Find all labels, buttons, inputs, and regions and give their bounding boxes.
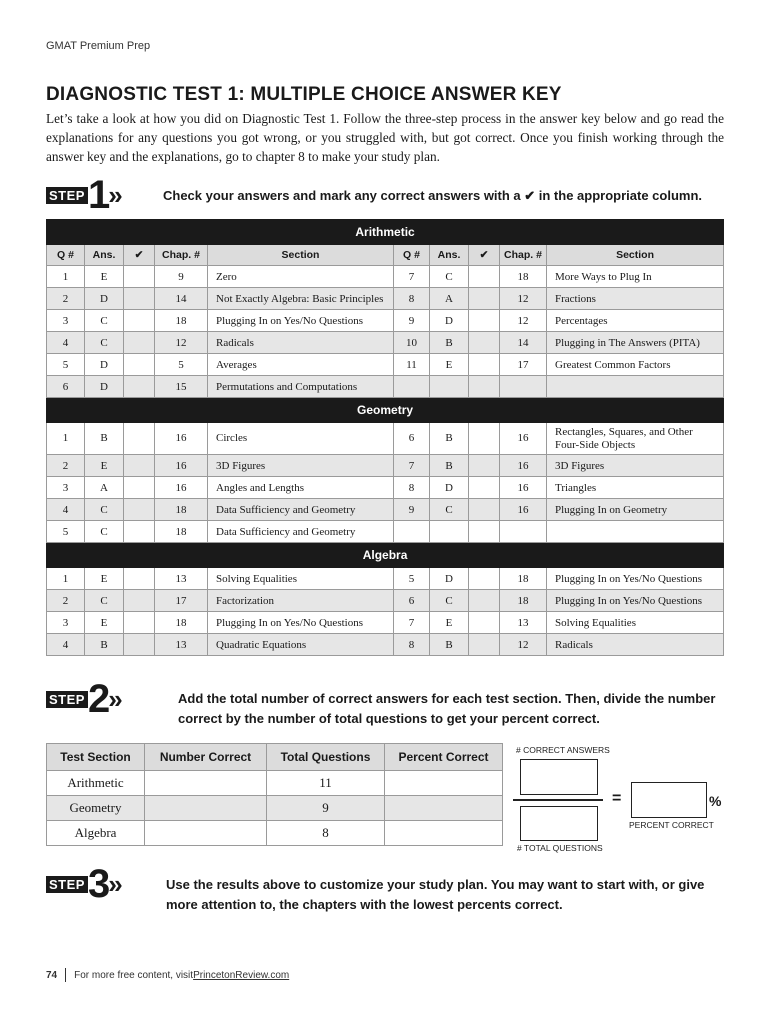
step-3-heading bbox=[46, 862, 117, 906]
section-name: Greatest Common Factors bbox=[547, 354, 724, 376]
q-number: 6 bbox=[394, 590, 430, 612]
answer bbox=[430, 376, 469, 398]
q-number: 4 bbox=[47, 634, 85, 656]
q-number: 1 bbox=[47, 423, 85, 455]
q-number: 5 bbox=[394, 568, 430, 590]
check-cell[interactable] bbox=[124, 288, 155, 310]
column-header: Section bbox=[547, 245, 724, 266]
answer: B bbox=[430, 423, 469, 455]
column-header: Chap. # bbox=[155, 245, 208, 266]
check-cell[interactable] bbox=[469, 376, 500, 398]
section-name: Plugging In on Geometry bbox=[547, 499, 724, 521]
running-header: GMAT Premium Prep bbox=[46, 40, 151, 52]
section-name bbox=[547, 521, 724, 543]
column-header: Section bbox=[208, 245, 394, 266]
section-name: Solving Equalities bbox=[208, 568, 394, 590]
answer: A bbox=[85, 477, 124, 499]
check-cell[interactable] bbox=[469, 310, 500, 332]
check-cell[interactable] bbox=[469, 568, 500, 590]
column-header: Ans. bbox=[85, 245, 124, 266]
chapter-number: 18 bbox=[155, 310, 208, 332]
chapter-number: 15 bbox=[155, 376, 208, 398]
section-name: Quadratic Equations bbox=[208, 634, 394, 656]
check-cell[interactable] bbox=[469, 266, 500, 288]
chapter-number: 18 bbox=[500, 590, 547, 612]
section-name: Algebra bbox=[47, 821, 145, 846]
answer: C bbox=[85, 521, 124, 543]
section-name: Data Sufficiency and Geometry bbox=[208, 521, 394, 543]
check-cell[interactable] bbox=[469, 590, 500, 612]
answer-key-table bbox=[46, 219, 724, 656]
check-cell[interactable] bbox=[469, 521, 500, 543]
section-name: Data Sufficiency and Geometry bbox=[208, 499, 394, 521]
answer: C bbox=[85, 499, 124, 521]
total-questions-cell: 11 bbox=[267, 771, 385, 796]
column-header: Percent Correct bbox=[385, 744, 503, 771]
check-cell[interactable] bbox=[469, 477, 500, 499]
number-correct-cell[interactable] bbox=[145, 821, 267, 846]
percent-sign: % bbox=[709, 793, 722, 809]
section-heading: Algebra bbox=[47, 543, 724, 568]
table-row bbox=[47, 568, 724, 590]
table-row bbox=[47, 771, 503, 796]
q-number: 5 bbox=[47, 521, 85, 543]
arithmetic-band bbox=[47, 220, 724, 245]
q-number: 8 bbox=[394, 634, 430, 656]
table-row bbox=[47, 612, 724, 634]
chapter-number: 16 bbox=[500, 499, 547, 521]
check-cell[interactable] bbox=[124, 332, 155, 354]
denominator-label: # TOTAL QUESTIONS bbox=[517, 843, 603, 853]
check-cell[interactable] bbox=[469, 499, 500, 521]
answer: B bbox=[85, 423, 124, 455]
section-name: Zero bbox=[208, 266, 394, 288]
section-name: Plugging In on Yes/No Questions bbox=[547, 568, 724, 590]
check-cell[interactable] bbox=[124, 499, 155, 521]
double-chevron-icon: » bbox=[108, 684, 117, 714]
check-cell[interactable] bbox=[469, 612, 500, 634]
q-number: 6 bbox=[394, 423, 430, 455]
footer bbox=[46, 968, 289, 982]
section-name: Factorization bbox=[208, 590, 394, 612]
footer-text: For more free content, visit bbox=[74, 969, 194, 981]
step-2-heading bbox=[46, 677, 117, 721]
chapter-number: 5 bbox=[155, 354, 208, 376]
step-3-text: Use the results above to customize your study plan. You may want to start with, or give more attention to, the chapters with the lowest percents correct. bbox=[166, 877, 705, 912]
total-questions-cell: 8 bbox=[267, 821, 385, 846]
section-name: Radicals bbox=[547, 634, 724, 656]
check-cell[interactable] bbox=[124, 477, 155, 499]
table-row bbox=[47, 266, 724, 288]
section-name: Plugging In on Yes/No Questions bbox=[208, 612, 394, 634]
answer: E bbox=[430, 354, 469, 376]
section-heading: Arithmetic bbox=[47, 220, 724, 245]
number-correct-cell[interactable] bbox=[145, 796, 267, 821]
answer: C bbox=[85, 310, 124, 332]
check-cell[interactable] bbox=[124, 590, 155, 612]
check-cell[interactable] bbox=[469, 332, 500, 354]
double-chevron-icon: » bbox=[108, 180, 117, 210]
q-number: 2 bbox=[47, 288, 85, 310]
column-header: Q # bbox=[394, 245, 430, 266]
section-name: Radicals bbox=[208, 332, 394, 354]
fraction-bar bbox=[513, 799, 603, 801]
chapter-number: 13 bbox=[155, 568, 208, 590]
table-row bbox=[47, 310, 724, 332]
table-row bbox=[47, 590, 724, 612]
column-header-row bbox=[47, 245, 724, 266]
chapter-number: 16 bbox=[500, 423, 547, 455]
section-name: Fractions bbox=[547, 288, 724, 310]
check-cell[interactable] bbox=[124, 612, 155, 634]
answer: C bbox=[85, 590, 124, 612]
q-number: 7 bbox=[394, 455, 430, 477]
step-number: 2 bbox=[87, 677, 109, 721]
table-row bbox=[47, 477, 724, 499]
geometry-band bbox=[47, 398, 724, 423]
q-number: 3 bbox=[47, 310, 85, 332]
answer: C bbox=[430, 266, 469, 288]
table-row bbox=[47, 423, 724, 455]
check-cell[interactable] bbox=[469, 354, 500, 376]
check-cell[interactable] bbox=[124, 568, 155, 590]
section-heading: Geometry bbox=[47, 398, 724, 423]
section-name: More Ways to Plug In bbox=[547, 266, 724, 288]
section-name: Averages bbox=[208, 354, 394, 376]
step-2-text: Add the total number of correct answers for each test section. Then, divide the number correct by the number of total questions to get your percent correct. bbox=[178, 691, 716, 726]
chapter-number: 18 bbox=[500, 266, 547, 288]
chapter-number: 18 bbox=[155, 521, 208, 543]
total-questions-cell: 9 bbox=[267, 796, 385, 821]
column-header: Test Section bbox=[47, 744, 145, 771]
step-number: 3 bbox=[87, 862, 109, 906]
step-badge: STEP bbox=[46, 187, 88, 204]
check-cell[interactable] bbox=[124, 521, 155, 543]
step-number: 1 bbox=[87, 173, 109, 217]
chapter-number: 12 bbox=[155, 332, 208, 354]
q-number: 4 bbox=[47, 332, 85, 354]
table-row bbox=[47, 521, 724, 543]
section-name: Plugging In on Yes/No Questions bbox=[208, 310, 394, 332]
section-name: Geometry bbox=[47, 796, 145, 821]
step-1-text: Check your answers and mark any correct answers with a ✔ in the appropriate column. bbox=[163, 188, 703, 203]
q-number: 3 bbox=[47, 612, 85, 634]
chapter-number: 9 bbox=[155, 266, 208, 288]
check-cell[interactable] bbox=[124, 310, 155, 332]
q-number: 8 bbox=[394, 477, 430, 499]
section-name: Plugging In on Yes/No Questions bbox=[547, 590, 724, 612]
answer: D bbox=[430, 477, 469, 499]
table-row bbox=[47, 376, 724, 398]
page-number: 74 bbox=[46, 969, 58, 981]
q-number: 2 bbox=[47, 455, 85, 477]
chapter-number: 13 bbox=[500, 612, 547, 634]
chapter-number: 16 bbox=[500, 455, 547, 477]
chapter-number: 12 bbox=[500, 310, 547, 332]
table-row bbox=[47, 796, 503, 821]
section-name bbox=[547, 376, 724, 398]
footer-divider bbox=[65, 968, 66, 982]
table-row bbox=[47, 332, 724, 354]
step-badge: STEP bbox=[46, 691, 88, 708]
answer: B bbox=[85, 634, 124, 656]
q-number: 7 bbox=[394, 266, 430, 288]
section-name: Solving Equalities bbox=[547, 612, 724, 634]
result-label: PERCENT CORRECT bbox=[629, 820, 714, 830]
check-cell[interactable] bbox=[469, 423, 500, 455]
check-cell[interactable] bbox=[124, 354, 155, 376]
section-name: 3D Figures bbox=[547, 455, 724, 477]
chapter-number: 14 bbox=[500, 332, 547, 354]
answer: B bbox=[430, 332, 469, 354]
table-row bbox=[47, 499, 724, 521]
table-row bbox=[47, 821, 503, 846]
q-number: 5 bbox=[47, 354, 85, 376]
answer: E bbox=[430, 612, 469, 634]
chapter-number bbox=[500, 376, 547, 398]
chapter-number: 16 bbox=[155, 477, 208, 499]
answer: D bbox=[85, 354, 124, 376]
chapter-number: 14 bbox=[155, 288, 208, 310]
numerator-label: # CORRECT ANSWERS bbox=[516, 745, 610, 755]
section-name: Not Exactly Algebra: Basic Principles bbox=[208, 288, 394, 310]
chapter-number: 16 bbox=[155, 423, 208, 455]
percent-correct-cell[interactable] bbox=[385, 771, 503, 796]
percent-correct-cell[interactable] bbox=[385, 796, 503, 821]
column-header: Number Correct bbox=[145, 744, 267, 771]
chapter-number: 18 bbox=[500, 568, 547, 590]
q-number: 9 bbox=[394, 310, 430, 332]
answer: D bbox=[85, 288, 124, 310]
percent-table bbox=[46, 743, 503, 846]
princeton-review-link[interactable]: PrincetonReview.com bbox=[193, 969, 290, 981]
percent-correct-box[interactable] bbox=[631, 782, 707, 818]
answer: C bbox=[85, 332, 124, 354]
equals-sign: = bbox=[612, 790, 622, 807]
column-header: ✔ bbox=[124, 245, 155, 266]
chapter-number: 18 bbox=[155, 499, 208, 521]
section-name: Rectangles, Squares, and Other Four-Side Objects bbox=[547, 423, 724, 455]
section-name: Circles bbox=[208, 423, 394, 455]
answer: B bbox=[430, 634, 469, 656]
column-header: ✔ bbox=[469, 245, 500, 266]
section-name: Triangles bbox=[547, 477, 724, 499]
q-number: 9 bbox=[394, 499, 430, 521]
section-name: Percentages bbox=[547, 310, 724, 332]
q-number: 8 bbox=[394, 288, 430, 310]
check-cell[interactable] bbox=[124, 634, 155, 656]
section-name: Arithmetic bbox=[47, 771, 145, 796]
q-number bbox=[394, 376, 430, 398]
answer: D bbox=[430, 310, 469, 332]
answer: D bbox=[85, 376, 124, 398]
percent-correct-cell[interactable] bbox=[385, 821, 503, 846]
q-number: 2 bbox=[47, 590, 85, 612]
check-cell[interactable] bbox=[124, 423, 155, 455]
check-cell[interactable] bbox=[469, 455, 500, 477]
column-header: Q # bbox=[47, 245, 85, 266]
chapter-number bbox=[500, 521, 547, 543]
column-header: Total Questions bbox=[267, 744, 385, 771]
correct-answers-box[interactable] bbox=[520, 759, 598, 795]
q-number: 6 bbox=[47, 376, 85, 398]
q-number: 4 bbox=[47, 499, 85, 521]
column-header: Ans. bbox=[430, 245, 469, 266]
answer: E bbox=[85, 455, 124, 477]
q-number: 11 bbox=[394, 354, 430, 376]
table-row bbox=[47, 354, 724, 376]
algebra-band bbox=[47, 543, 724, 568]
table-row bbox=[47, 288, 724, 310]
chapter-number: 17 bbox=[500, 354, 547, 376]
check-cell[interactable] bbox=[469, 288, 500, 310]
q-number: 1 bbox=[47, 266, 85, 288]
q-number: 3 bbox=[47, 477, 85, 499]
table-row bbox=[47, 455, 724, 477]
q-number bbox=[394, 521, 430, 543]
q-number: 10 bbox=[394, 332, 430, 354]
chapter-number: 17 bbox=[155, 590, 208, 612]
answer: A bbox=[430, 288, 469, 310]
check-cell[interactable] bbox=[124, 266, 155, 288]
step-1-heading bbox=[46, 173, 117, 217]
answer: B bbox=[430, 455, 469, 477]
step-badge: STEP bbox=[46, 876, 88, 893]
table-row bbox=[47, 634, 724, 656]
answer: E bbox=[85, 266, 124, 288]
check-cell[interactable] bbox=[124, 455, 155, 477]
answer bbox=[430, 521, 469, 543]
section-name: Angles and Lengths bbox=[208, 477, 394, 499]
q-number: 1 bbox=[47, 568, 85, 590]
check-cell[interactable] bbox=[469, 634, 500, 656]
chapter-number: 16 bbox=[500, 477, 547, 499]
page-title: DIAGNOSTIC TEST 1: MULTIPLE CHOICE ANSWER KEY bbox=[46, 84, 562, 105]
total-questions-box[interactable] bbox=[520, 806, 598, 841]
intro-paragraph: Let’s take a look at how you did on Diagnostic Test 1. Follow the three-step process in the answer key below and go read the explanations for any questions you got wrong, or you struggled with, but got correct. Once you finish working through the answer key and the explanations, go to chapter 8 to make your study plan. bbox=[46, 111, 724, 164]
chapter-number: 16 bbox=[155, 455, 208, 477]
chapter-number: 12 bbox=[500, 634, 547, 656]
answer: E bbox=[85, 612, 124, 634]
section-name: Permutations and Computations bbox=[208, 376, 394, 398]
column-header: Chap. # bbox=[500, 245, 547, 266]
check-cell[interactable] bbox=[124, 376, 155, 398]
q-number: 7 bbox=[394, 612, 430, 634]
chapter-number: 13 bbox=[155, 634, 208, 656]
section-name: 3D Figures bbox=[208, 455, 394, 477]
answer: D bbox=[430, 568, 469, 590]
answer: C bbox=[430, 590, 469, 612]
answer: C bbox=[430, 499, 469, 521]
number-correct-cell[interactable] bbox=[145, 771, 267, 796]
answer: E bbox=[85, 568, 124, 590]
double-chevron-icon: » bbox=[108, 869, 117, 899]
chapter-number: 18 bbox=[155, 612, 208, 634]
chapter-number: 12 bbox=[500, 288, 547, 310]
section-name: Plugging in The Answers (PITA) bbox=[547, 332, 724, 354]
